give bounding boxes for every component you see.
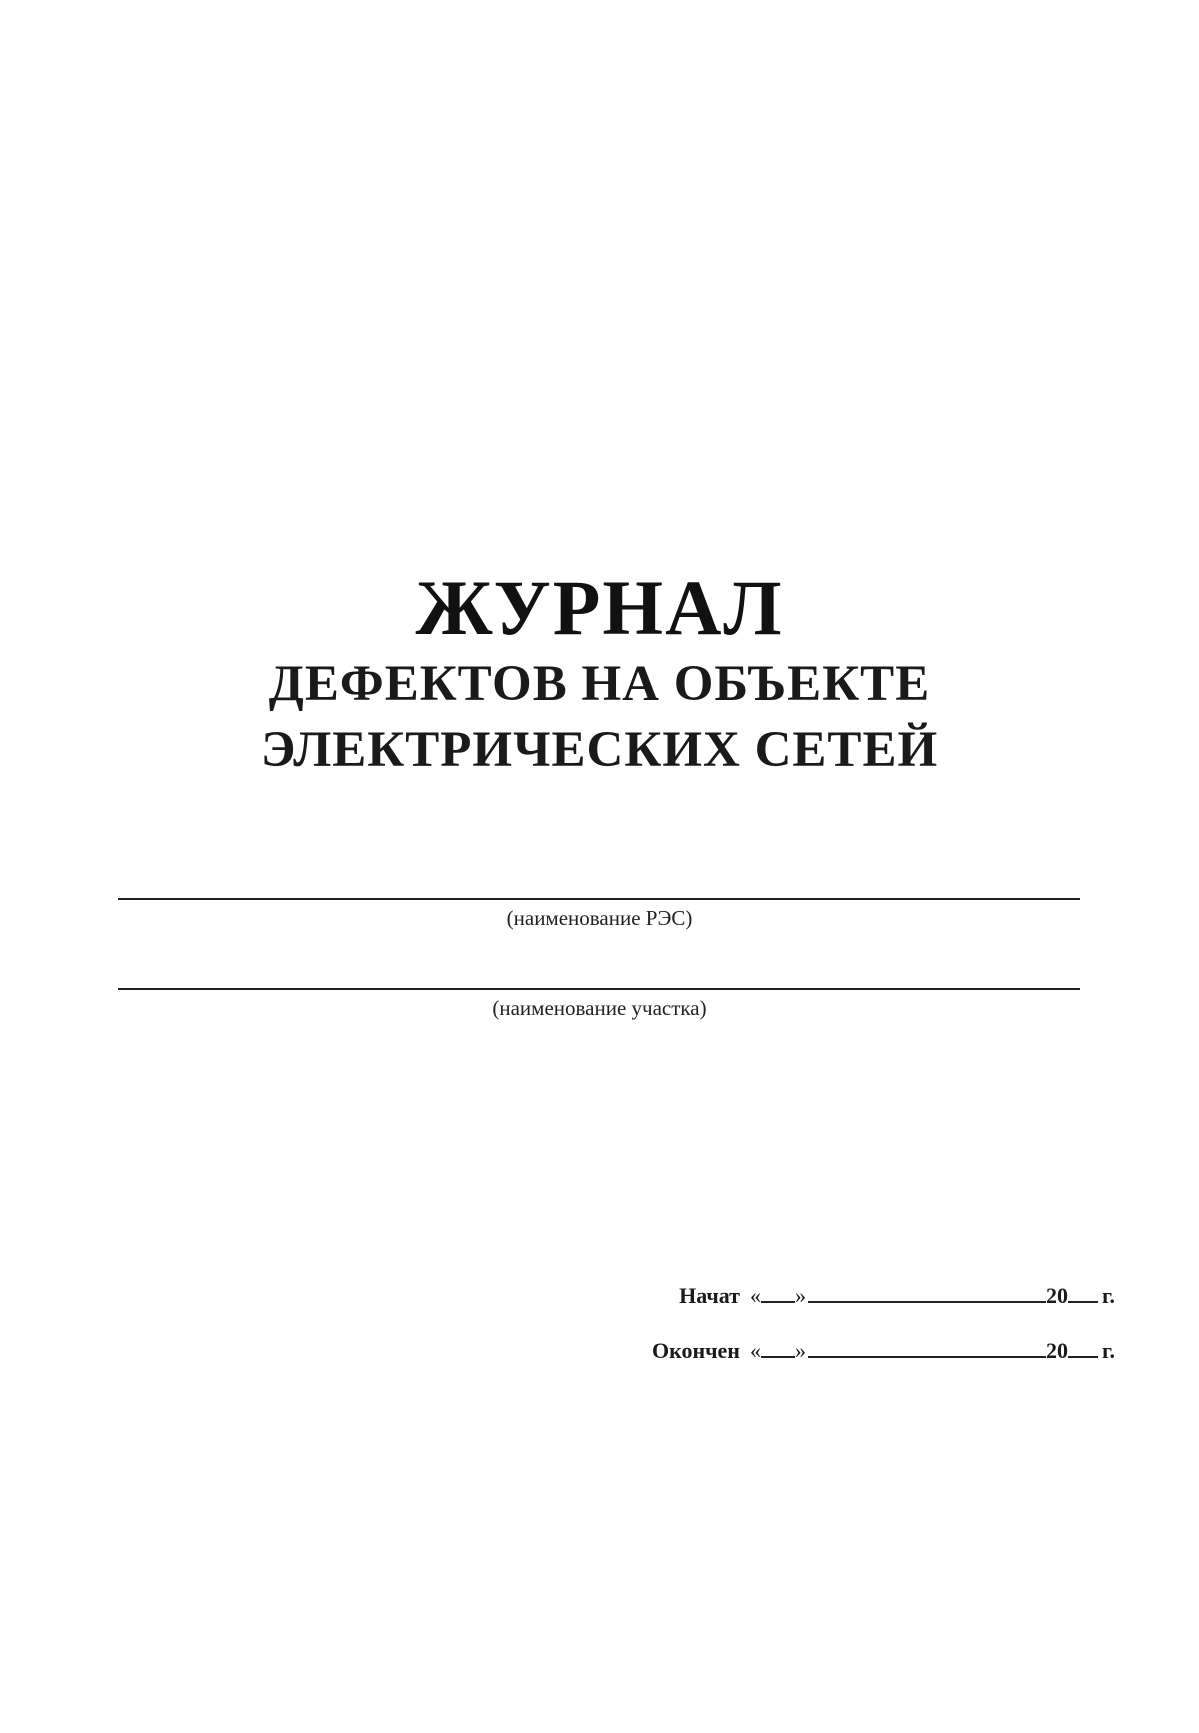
- finished-month-blank[interactable]: [808, 1338, 1046, 1358]
- res-name-line[interactable]: [118, 898, 1080, 900]
- started-year-blank[interactable]: [1068, 1283, 1098, 1303]
- started-year-suffix: г.: [1101, 1283, 1115, 1308]
- started-year-prefix: 20: [1045, 1283, 1068, 1308]
- section-name-caption: (наименование участка): [492, 996, 707, 1020]
- finished-label: Окончен: [651, 1338, 740, 1363]
- section-name-line[interactable]: [118, 988, 1080, 990]
- finished-date-row: [630, 1338, 1115, 1364]
- finished-year-blank[interactable]: [1068, 1338, 1098, 1358]
- started-date-row: [630, 1283, 1115, 1309]
- finished-year-suffix: г.: [1101, 1338, 1115, 1363]
- finished-year-prefix: 20: [1045, 1338, 1068, 1363]
- res-name-caption: (наименование РЭС): [506, 906, 693, 930]
- started-month-blank[interactable]: [808, 1283, 1046, 1303]
- close-quote: »: [794, 1338, 806, 1363]
- title-block: [0, 565, 1199, 783]
- started-label: Начат: [679, 1283, 740, 1308]
- close-quote: »: [794, 1283, 806, 1308]
- journal-title: ЖУРНАЛ: [415, 564, 784, 651]
- finished-day-blank[interactable]: [761, 1338, 795, 1358]
- journal-subtitle-line-1: ДЕФЕКТОВ НА ОБЪЕКТЕ: [268, 656, 931, 712]
- journal-subtitle-line-2: ЭЛЕКТРИЧЕСКИХ СЕТЕЙ: [260, 722, 939, 778]
- open-quote: «: [749, 1283, 761, 1308]
- started-day-blank[interactable]: [761, 1283, 795, 1303]
- open-quote: «: [749, 1338, 761, 1363]
